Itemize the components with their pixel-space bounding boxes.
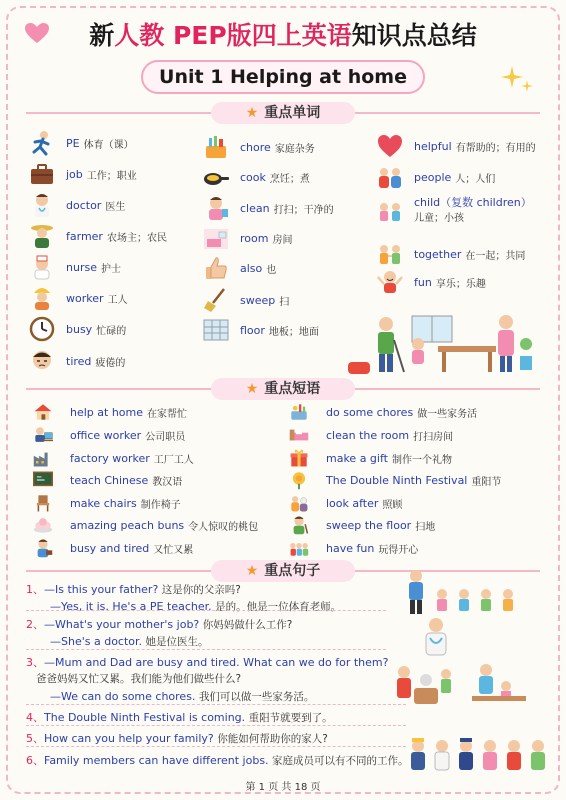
busy-man-icon	[30, 538, 56, 558]
section-header-sentences: ★ 重点句子	[0, 560, 566, 582]
word-english: farmer	[66, 229, 103, 243]
word-english: sweep	[240, 293, 276, 307]
phrase-english: help at home	[70, 405, 144, 419]
factory-icon	[30, 448, 56, 468]
word-item	[28, 190, 125, 220]
gift-icon	[286, 448, 312, 468]
sentence-english: —Yes, it is. He's a PE teacher.	[50, 600, 212, 613]
phrase-chinese: 在家帮忙	[147, 408, 188, 420]
word-english: also	[240, 261, 263, 275]
word-item	[28, 314, 126, 344]
cleaning-girl-icon	[202, 194, 230, 222]
word-english: helpful	[414, 139, 452, 153]
thumbs-up-icon	[202, 254, 230, 282]
sentence-chinese: 重阳节就要到了。	[248, 712, 333, 724]
phrase-item	[286, 401, 477, 423]
word-item	[202, 253, 276, 283]
word-item	[28, 283, 128, 313]
word-chinese: 也	[266, 264, 277, 276]
word-item	[376, 239, 525, 269]
word-chinese: 工作；职业	[86, 170, 137, 182]
word-item	[28, 159, 137, 189]
worker-icon	[28, 284, 56, 312]
word-item	[202, 315, 319, 345]
bedroom-icon	[286, 425, 312, 445]
phrase-item	[30, 401, 187, 423]
care-icon	[286, 493, 312, 513]
phrase-english: have fun	[326, 541, 375, 555]
phrase-chinese: 又忙又累	[153, 544, 194, 556]
page-footer: 第 1 页 共 18 页	[245, 782, 321, 793]
sentence-english: Family members can have different jobs.	[44, 754, 269, 767]
word-item	[376, 131, 536, 161]
doctor-illustration	[416, 616, 456, 658]
office-worker-icon	[30, 425, 56, 445]
briefcase-icon	[28, 160, 56, 188]
cleaning-basket-icon	[202, 133, 230, 161]
chair-icon	[30, 493, 56, 513]
section-header-words: ★ 重点单词	[0, 102, 566, 124]
phrase-item	[286, 447, 452, 469]
dashed-divider	[26, 746, 406, 747]
phrase-chinese: 玩得开心	[378, 544, 419, 556]
helping-grandparents-illustration	[390, 660, 530, 718]
kids-together-icon	[376, 240, 404, 268]
sentence-number: 5、	[26, 732, 44, 745]
word-item	[376, 162, 495, 192]
sentence-line	[36, 670, 241, 688]
word-item	[202, 193, 334, 223]
sentence-chinese: 我们可以做一些家务活。	[198, 691, 315, 703]
word-english: room	[240, 231, 269, 245]
dashed-divider	[26, 649, 386, 650]
chrysanthemum-icon	[286, 470, 312, 490]
word-chinese: 工人	[107, 294, 128, 306]
sentence-english: How can you help your family?	[44, 732, 214, 745]
phrase-chinese: 做一些家务活	[417, 408, 478, 420]
sentence-english: —Is this your father?	[44, 583, 159, 596]
child-icon	[376, 197, 404, 225]
sentence-english: —We can do some chores.	[50, 690, 196, 703]
sentence-english: The Double Ninth Festival is coming.	[44, 711, 246, 724]
kids-fun-icon	[286, 538, 312, 558]
phrase-english: The Double Ninth Festival	[326, 473, 468, 487]
phrase-item	[30, 447, 194, 469]
word-english: together	[414, 247, 462, 261]
word-chinese: 房间	[272, 234, 293, 246]
phrase-chinese: 打扫房间	[413, 431, 454, 443]
word-english: PE	[66, 136, 80, 150]
phrase-chinese: 重阳节	[471, 476, 502, 488]
sparkle-decoration-icon	[500, 64, 534, 94]
sentence-number: 6、	[26, 754, 44, 767]
sentence-number: 1、	[26, 583, 44, 596]
word-item	[376, 267, 486, 297]
house-icon	[30, 402, 56, 422]
sentence-chinese: 家庭成员可以有不同的工作。	[272, 755, 409, 767]
word-english: cook	[240, 170, 266, 184]
phrase-english: make chairs	[70, 496, 137, 510]
word-english: worker	[66, 291, 104, 305]
tired-boy-icon	[28, 347, 56, 375]
phrase-chinese: 教汉语	[152, 476, 183, 488]
sentence-number: 4、	[26, 711, 44, 724]
sentence-chinese: 她是位医生。	[145, 636, 209, 648]
word-english: busy	[66, 322, 93, 336]
sentence-english: —She's a doctor.	[50, 635, 143, 648]
clock-icon	[28, 315, 56, 343]
word-chinese: 有帮助的；有用的	[455, 142, 536, 154]
section-header-phrases: ★ 重点短语	[0, 378, 566, 400]
phrase-item	[30, 514, 258, 536]
phrase-english: factory worker	[70, 451, 150, 465]
phrase-item	[30, 537, 193, 559]
word-english: tired	[66, 354, 92, 368]
phrase-chinese: 扫地	[415, 521, 436, 533]
word-english: child（复数 children）	[414, 196, 532, 209]
word-chinese: 农场主；农民	[106, 232, 167, 244]
sentence-line	[26, 616, 292, 634]
floor-tiles-icon	[202, 316, 230, 344]
dashed-divider	[26, 704, 406, 705]
word-item	[202, 285, 289, 315]
word-english: nurse	[66, 260, 97, 274]
runner-icon	[28, 129, 56, 157]
word-chinese: 疲倦的	[95, 357, 126, 369]
room-icon	[202, 224, 230, 252]
doctor-icon	[28, 191, 56, 219]
pan-icon	[202, 163, 230, 191]
phrase-item	[286, 537, 418, 559]
sentence-chinese: 爸爸妈妈又忙又累。我们能为他们做些什么?	[36, 673, 242, 685]
word-item	[28, 346, 125, 376]
word-chinese: 护士	[100, 263, 121, 275]
phrase-english: look after	[326, 496, 379, 510]
sentence-line	[26, 752, 409, 770]
people-icon	[376, 163, 404, 191]
word-english: people	[414, 170, 452, 184]
phrase-english: amazing peach buns	[70, 518, 185, 532]
father-and-children-illustration	[404, 568, 524, 616]
word-item	[202, 132, 315, 162]
word-chinese: 人；人们	[455, 173, 496, 185]
word-english: clean	[240, 201, 270, 215]
word-chinese: 体育（课）	[83, 139, 134, 151]
sentence-chinese: 是的。他是一位体育老师。	[215, 601, 342, 613]
word-english: chore	[240, 140, 271, 154]
sentence-english: —What's your mother's job?	[44, 618, 200, 631]
word-chinese: 享乐；乐趣	[435, 278, 486, 290]
unit-heading: Unit 1 Helping at home	[141, 60, 425, 94]
word-english: job	[66, 167, 83, 181]
word-chinese: 儿童；小孩	[414, 213, 464, 224]
word-chinese: 忙碌的	[96, 325, 127, 337]
family-cleaning-illustration	[346, 310, 536, 378]
phrase-item	[30, 424, 185, 446]
farmer-icon	[28, 222, 56, 250]
phrase-english: do some chores	[326, 405, 414, 419]
sentence-english: —Mum and Dad are busy and tired. What can we do for them?	[44, 656, 389, 669]
word-item	[202, 223, 292, 253]
nurse-icon	[28, 253, 56, 281]
sentence-chinese: 你能如何帮助你的家人?	[217, 733, 328, 745]
phrase-english: office worker	[70, 428, 142, 442]
broom-icon	[202, 286, 230, 314]
phrase-chinese: 制作一个礼物	[391, 454, 452, 466]
star-icon: ★	[245, 563, 259, 579]
phrase-chinese: 令人惊叹的桃包	[188, 521, 259, 533]
word-english: fun	[414, 275, 432, 289]
word-chinese: 医生	[105, 201, 126, 213]
sentence-number: 3、	[26, 656, 44, 669]
word-chinese: 烹饪；煮	[269, 173, 310, 185]
phrase-english: sweep the floor	[326, 518, 412, 532]
word-item	[28, 221, 167, 251]
page-title: 新人教 PEP版四上英语知识点总结	[89, 21, 477, 50]
sweeping-icon	[286, 515, 312, 535]
sentence-line	[50, 598, 341, 616]
star-icon: ★	[245, 105, 259, 121]
peach-buns-icon	[30, 515, 56, 535]
chores-basket-icon	[286, 402, 312, 422]
sentence-line	[26, 581, 241, 599]
word-english: doctor	[66, 198, 102, 212]
word-english: floor	[240, 323, 265, 337]
word-chinese: 地板；地面	[268, 326, 319, 338]
phrase-chinese: 照顾	[382, 499, 403, 511]
phrase-item	[286, 469, 501, 491]
sentence-number: 2、	[26, 618, 44, 631]
word-chinese: 打扫；干净的	[273, 204, 334, 216]
phrase-chinese: 工厂工人	[153, 454, 194, 466]
word-item	[28, 252, 121, 282]
dashed-divider	[26, 725, 406, 726]
dashed-divider	[26, 610, 386, 611]
word-item	[376, 193, 536, 229]
phrase-chinese: 制作椅子	[140, 499, 181, 511]
word-chinese: 扫	[279, 296, 290, 308]
sentence-chinese: 这是你的父亲吗?	[161, 584, 241, 596]
word-item	[28, 128, 134, 158]
phrase-chinese: 公司职员	[145, 431, 186, 443]
sentence-chinese: 你妈妈做什么工作?	[202, 619, 293, 631]
star-icon: ★	[245, 381, 259, 397]
phrase-english: teach Chinese	[70, 473, 149, 487]
phrase-english: clean the room	[326, 428, 410, 442]
blackboard-icon	[30, 470, 56, 490]
heart-icon	[376, 132, 404, 160]
different-jobs-illustration	[408, 732, 548, 772]
phrase-english: make a gift	[326, 451, 388, 465]
word-item	[202, 162, 310, 192]
word-chinese: 家庭杂务	[274, 143, 315, 155]
phrase-item	[30, 492, 181, 514]
happy-kid-icon	[376, 268, 404, 296]
phrase-item	[30, 469, 182, 491]
phrase-item	[286, 424, 453, 446]
word-chinese: 在一起；共同	[465, 250, 526, 262]
phrase-item	[286, 492, 402, 514]
phrase-english: busy and tired	[70, 541, 150, 555]
phrase-item	[286, 514, 435, 536]
